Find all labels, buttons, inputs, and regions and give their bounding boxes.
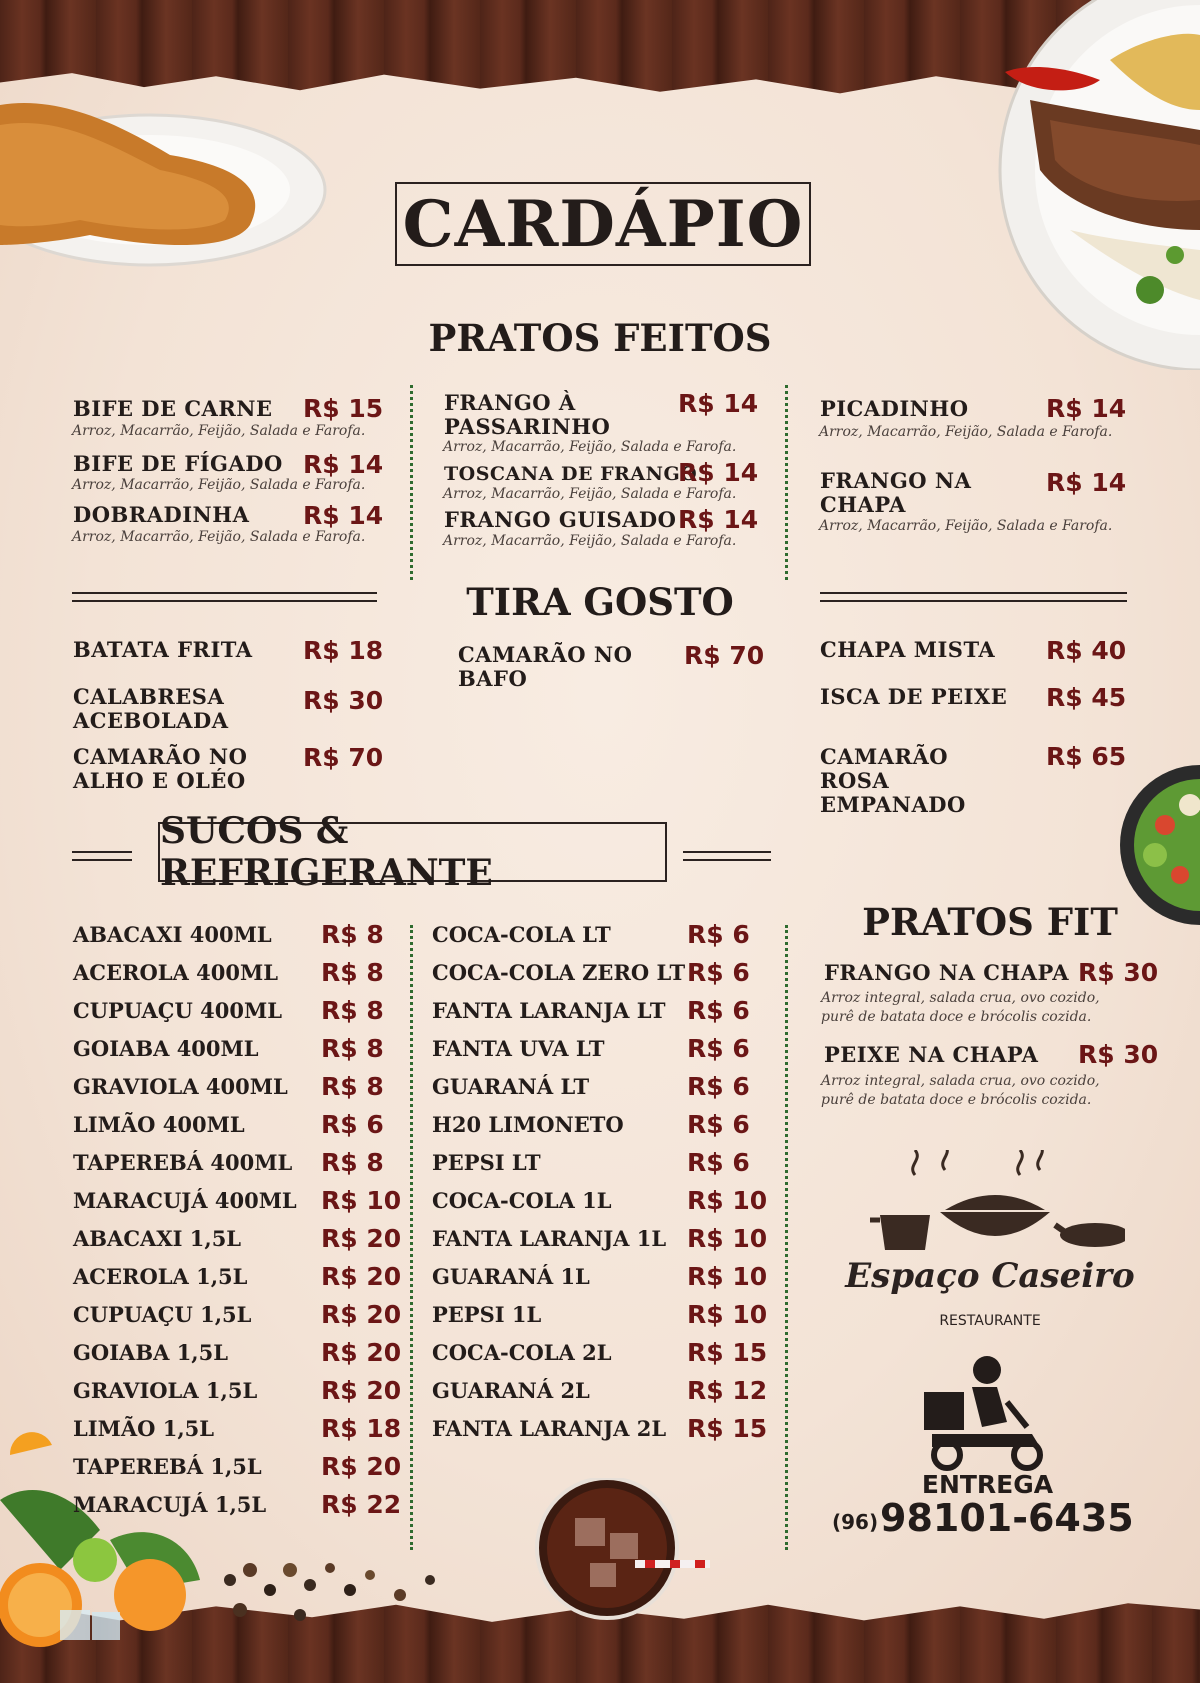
- menu-item-name: FRANGO À PASSARINHO: [444, 390, 611, 439]
- menu-item-price: R$ 14: [678, 505, 759, 534]
- drink-price: R$ 8: [321, 920, 384, 949]
- menu-item-price: R$ 14: [678, 458, 759, 487]
- drink-price: R$ 20: [321, 1376, 402, 1405]
- double-rule: [683, 851, 771, 861]
- menu-item-price: R$ 30: [1078, 1040, 1159, 1069]
- drink-name: TAPEREBÁ 400ML: [73, 1150, 293, 1175]
- drink-name: H20 LIMONETO: [432, 1112, 624, 1137]
- drink-name: GUARANÁ LT: [432, 1074, 590, 1099]
- drink-name: COCA-COLA 2L: [432, 1340, 612, 1365]
- drink-price: R$ 8: [321, 1148, 384, 1177]
- drink-name: PEPSI 1L: [432, 1302, 542, 1327]
- drink-name: FANTA LARANJA 1L: [432, 1226, 667, 1251]
- drink-name: ACEROLA 400ML: [73, 960, 278, 985]
- drink-price: R$ 10: [687, 1300, 768, 1329]
- drink-price: R$ 15: [687, 1414, 768, 1443]
- drink-name: GUARANÁ 2L: [432, 1378, 590, 1403]
- menu-item-price: R$ 70: [684, 641, 765, 670]
- menu-item-price: R$ 65: [1046, 742, 1127, 771]
- menu-item-price: R$ 15: [303, 394, 384, 423]
- menu-item-price: R$ 14: [1046, 468, 1127, 497]
- menu-item-desc: Arroz, Macarrão, Feijão, Salada e Farofa.: [443, 533, 737, 549]
- drink-name: GRAVIOLA 1,5L: [73, 1378, 258, 1403]
- pratos-fit-heading: PRATOS FIT: [862, 900, 1118, 944]
- drink-price: R$ 6: [687, 920, 750, 949]
- sucos-heading-box: [158, 810, 667, 894]
- double-rule: [72, 851, 132, 861]
- menu-item-name: FRANGO GUISADO: [444, 507, 677, 532]
- menu-item-desc: Arroz, Macarrão, Feijão, Salada e Farofa.: [72, 477, 366, 493]
- drink-price: R$ 12: [687, 1376, 768, 1405]
- menu-item-price: R$ 14: [303, 501, 384, 530]
- pratos-feitos-heading: PRATOS FEITOS: [428, 316, 772, 360]
- menu-item-price: R$ 14: [1046, 394, 1127, 423]
- menu-item-desc: Arroz, Macarrão, Feijão, Salada e Farofa.: [72, 529, 366, 545]
- menu-item-name: FRANGO NA CHAPA: [824, 960, 1070, 985]
- menu-item-desc: Arroz, Macarrão, Feijão, Salada e Farofa.: [72, 423, 366, 439]
- drink-price: R$ 6: [687, 1034, 750, 1063]
- delivery-area-code: (96): [832, 1510, 879, 1534]
- drink-price: R$ 20: [321, 1224, 402, 1253]
- column-divider: [785, 385, 788, 580]
- drink-price: R$ 10: [687, 1186, 768, 1215]
- drink-name: ABACAXI 1,5L: [73, 1226, 242, 1251]
- menu-item-name: CAMARÃO NO BAFO: [458, 642, 633, 691]
- drink-price: R$ 20: [321, 1452, 402, 1481]
- drink-name: LIMÃO 1,5L: [73, 1416, 215, 1441]
- menu-item-name: CALABRESA ACEBOLADA: [73, 684, 229, 733]
- menu-item-desc: Arroz, Macarrão, Feijão, Salada e Farofa.: [443, 486, 737, 502]
- drink-price: R$ 6: [687, 1148, 750, 1177]
- drink-price: R$ 8: [321, 1034, 384, 1063]
- drink-price: R$ 20: [321, 1338, 402, 1367]
- drink-price: R$ 8: [321, 1072, 384, 1101]
- cooking-pots-icon: [865, 1150, 1125, 1260]
- drink-name: COCA-COLA LT: [432, 922, 611, 947]
- steak-pasta-plate-image: [990, 0, 1200, 370]
- drink-name: LIMÃO 400ML: [73, 1112, 245, 1137]
- drink-name: MARACUJÁ 1,5L: [73, 1492, 267, 1517]
- brand-subtitle: RESTAURANTE: [939, 1313, 1041, 1329]
- menu-item-desc: Arroz, Macarrão, Feijão, Salada e Farofa.: [443, 439, 737, 455]
- drink-name: MARACUJÁ 400ML: [73, 1188, 297, 1213]
- drink-price: R$ 6: [687, 958, 750, 987]
- brand-name: Espaço Caseiro: [845, 1256, 1135, 1296]
- column-divider: [410, 925, 413, 1550]
- menu-item-desc: Arroz integral, salada crua, ovo cozido,: [821, 990, 1100, 1006]
- menu-item-name: BIFE DE CARNE: [73, 396, 273, 421]
- drink-price: R$ 8: [321, 958, 384, 987]
- menu-title: CARDÁPIO: [402, 186, 804, 262]
- menu-item-name: BATATA FRITA: [73, 637, 253, 662]
- menu-item-name: DOBRADINHA: [73, 502, 250, 527]
- menu-item-price: R$ 40: [1046, 636, 1127, 665]
- drink-name: GUARANÁ 1L: [432, 1264, 590, 1289]
- menu-item-price: R$ 30: [1078, 958, 1159, 987]
- drink-price: R$ 8: [321, 996, 384, 1025]
- menu-item-price: R$ 14: [303, 450, 384, 479]
- drink-name: FANTA UVA LT: [432, 1036, 605, 1061]
- drink-price: R$ 20: [321, 1300, 402, 1329]
- drink-price: R$ 22: [321, 1490, 402, 1519]
- menu-item-name: TOSCANA DE FRANGO: [444, 463, 698, 485]
- menu-item-name: FRANGO NA CHAPA: [820, 468, 972, 517]
- drink-price: R$ 6: [687, 1110, 750, 1139]
- menu-item-desc: Arroz, Macarrão, Feijão, Salada e Farofa.: [819, 518, 1113, 534]
- menu-item-name: BIFE DE FÍGADO: [73, 451, 283, 476]
- menu-item-desc: purê de batata doce e brócolis cozida.: [821, 1009, 1092, 1025]
- drink-price: R$ 6: [687, 1072, 750, 1101]
- fried-steak-plate-image: [0, 95, 330, 275]
- menu-item-desc: Arroz integral, salada crua, ovo cozido,: [821, 1073, 1100, 1089]
- delivery-motorbike-icon: [922, 1352, 1052, 1472]
- drink-price: R$ 10: [687, 1262, 768, 1291]
- menu-item-name: PICADINHO: [820, 396, 969, 421]
- drink-name: GOIABA 400ML: [73, 1036, 259, 1061]
- delivery-phone-number[interactable]: 98101-6435: [880, 1496, 1134, 1540]
- delivery-label: ENTREGA: [921, 1470, 1054, 1499]
- menu-item-desc: purê de batata doce e brócolis cozida.: [821, 1092, 1092, 1108]
- menu-item-price: R$ 18: [303, 636, 384, 665]
- menu-item-price: R$ 14: [678, 389, 759, 418]
- drink-name: PEPSI LT: [432, 1150, 541, 1175]
- drink-name: CUPUAÇU 400ML: [73, 998, 282, 1023]
- drink-name: FANTA LARANJA LT: [432, 998, 666, 1023]
- menu-item-desc: Arroz, Macarrão, Feijão, Salada e Farofa.: [819, 424, 1113, 440]
- menu-item-price: R$ 45: [1046, 683, 1127, 712]
- menu-item-name: CAMARÃO NO ALHO E OLÉO: [73, 744, 248, 793]
- orange-slice-image: [8, 1425, 53, 1460]
- menu-item-name: ISCA DE PEIXE: [820, 684, 1008, 709]
- drink-price: R$ 15: [687, 1338, 768, 1367]
- drink-name: FANTA LARANJA 2L: [432, 1416, 667, 1441]
- drink-name: TAPEREBÁ 1,5L: [73, 1454, 262, 1479]
- drink-name: GRAVIOLA 400ML: [73, 1074, 288, 1099]
- drink-price: R$ 18: [321, 1414, 402, 1443]
- menu-item-name: CHAPA MISTA: [820, 637, 996, 662]
- cola-glass-image: [535, 1478, 715, 1623]
- drink-price: R$ 10: [321, 1186, 402, 1215]
- drink-name: COCA-COLA ZERO LT: [432, 960, 686, 985]
- sucos-heading: SUCOS & REFRIGERANTE: [160, 810, 493, 894]
- menu-item-price: R$ 70: [303, 743, 384, 772]
- double-rule: [820, 592, 1127, 602]
- menu-title-box: [395, 182, 811, 266]
- drink-price: R$ 6: [687, 996, 750, 1025]
- drink-price: R$ 10: [687, 1224, 768, 1253]
- drink-name: GOIABA 1,5L: [73, 1340, 228, 1365]
- drink-name: ACEROLA 1,5L: [73, 1264, 248, 1289]
- drink-price: R$ 6: [321, 1110, 384, 1139]
- drink-name: CUPUAÇU 1,5L: [73, 1302, 252, 1327]
- column-divider: [785, 925, 788, 1550]
- menu-item-price: R$ 30: [303, 686, 384, 715]
- drink-name: ABACAXI 400ML: [73, 922, 272, 947]
- drink-price: R$ 20: [321, 1262, 402, 1291]
- menu-item-name: CAMARÃO ROSA EMPANADO: [820, 744, 966, 817]
- double-rule: [72, 592, 377, 602]
- drink-name: COCA-COLA 1L: [432, 1188, 612, 1213]
- menu-item-name: PEIXE NA CHAPA: [824, 1042, 1039, 1067]
- tira-gosto-heading: TIRA GOSTO: [466, 580, 734, 624]
- column-divider: [410, 385, 413, 580]
